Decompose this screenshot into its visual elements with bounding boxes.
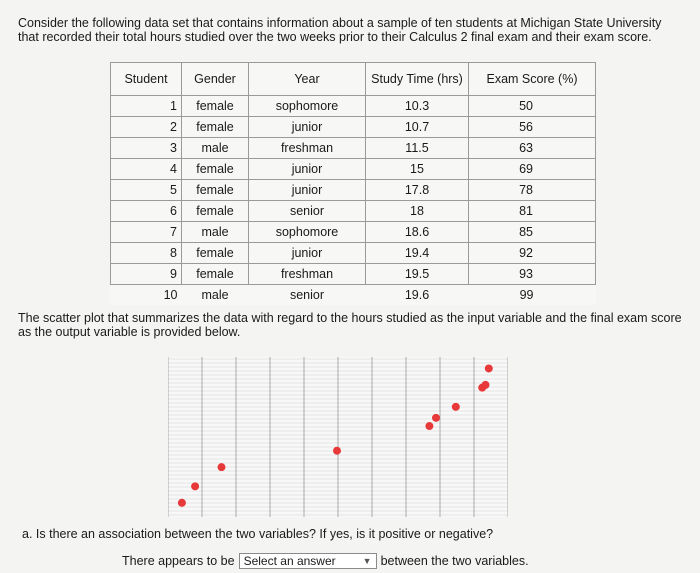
cell-study-time: 10.7 (366, 117, 469, 138)
cell-exam-score: 81 (469, 201, 596, 222)
table-header-row (111, 63, 596, 96)
table-row (111, 96, 596, 117)
cell-study-time: 10.3 (366, 96, 469, 117)
answer-row (122, 553, 529, 569)
cell-exam-score: 56 (469, 117, 596, 138)
cell-year: sophomore (249, 96, 366, 117)
cell-year: senior (249, 201, 366, 222)
table-body (111, 96, 596, 306)
header-student: Student (111, 63, 182, 96)
cell-student: 10 (163, 288, 178, 302)
cell-gender: female (182, 96, 249, 117)
cell-study-time: 18.6 (366, 222, 469, 243)
cell-study-time: 17.8 (366, 180, 469, 201)
cell-study-time: 19.5 (366, 264, 469, 285)
scatter-point (191, 482, 199, 490)
cell-gender: female (182, 117, 249, 138)
scatter-point (452, 403, 460, 411)
cell-exam-score: 93 (469, 264, 596, 285)
association-select[interactable] (239, 553, 377, 569)
scatter-plot (168, 357, 508, 517)
cell-exam-score: 69 (469, 159, 596, 180)
cell-gender: female (182, 180, 249, 201)
chevron-down-icon: ▼ (362, 556, 372, 566)
cell-exam-score: 85 (469, 222, 596, 243)
cell-year: sophomore (249, 222, 366, 243)
cell-exam-score: 78 (469, 180, 596, 201)
cell-student: 1 (111, 96, 182, 117)
table-row (111, 264, 596, 285)
cell-year: junior (249, 117, 366, 138)
table-row (111, 138, 596, 159)
scatter-point (333, 447, 341, 455)
table-row (111, 222, 596, 243)
problem-intro: Consider the following data set that contains information about a sample of ten students at Michigan State University that recorded their total hours studied over the two weeks prior to their Calculus 2 final exam and their exam score. (18, 16, 662, 44)
cell-exam-score: 92 (469, 243, 596, 264)
header-year: Year (249, 63, 366, 96)
cell-gender: male (182, 222, 249, 243)
cell-study-time: 18 (366, 201, 469, 222)
cell-gender: female (182, 201, 249, 222)
cell-student: 7 (111, 222, 182, 243)
cell-year: freshman (249, 138, 366, 159)
table-row (111, 285, 596, 306)
table-row (111, 243, 596, 264)
table-row (111, 180, 596, 201)
scatter-point (482, 381, 490, 389)
scatter-description: The scatter plot that summarizes the data with regard to the hours studied as the input variable and the final exam score as the output variable is provided below. (18, 311, 682, 339)
header-study-time: Study Time (hrs) (366, 63, 469, 96)
cell-study-time: 15 (366, 159, 469, 180)
cell-study-time: 19.6 (404, 288, 430, 302)
answer-prefix: There appears to be (122, 554, 235, 568)
scatter-point (425, 422, 433, 430)
cell-year: junior (249, 180, 366, 201)
header-gender: Gender (182, 63, 249, 96)
scatter-point (485, 364, 493, 372)
table-row (111, 159, 596, 180)
select-placeholder: Select an answer (243, 554, 336, 568)
cell-gender: male (182, 138, 249, 159)
cell-student: 9 (111, 264, 182, 285)
cell-year: junior (249, 243, 366, 264)
answer-suffix: between the two variables. (380, 554, 529, 568)
scatter-point (178, 499, 186, 507)
cell-student: 8 (111, 243, 182, 264)
cell-gender: female (182, 264, 249, 285)
cell-exam-score: 50 (469, 96, 596, 117)
cell-year: freshman (249, 264, 366, 285)
cell-student: 5 (111, 180, 182, 201)
cell-year: senior (289, 288, 325, 302)
cell-study-time: 19.4 (366, 243, 469, 264)
table-row (111, 201, 596, 222)
scatter-point (432, 414, 440, 422)
data-table (110, 62, 596, 305)
cell-student: 2 (111, 117, 182, 138)
cell-student: 3 (111, 138, 182, 159)
cell-exam-score: 99 (519, 288, 534, 302)
cell-year: junior (249, 159, 366, 180)
cell-study-time: 11.5 (366, 138, 469, 159)
cell-exam-score: 63 (469, 138, 596, 159)
question-a: a. Is there an association between the two variables? If yes, is it positive or negative? (22, 527, 494, 541)
header-exam-score: Exam Score (%) (469, 63, 596, 96)
cell-student: 6 (111, 201, 182, 222)
cell-student: 4 (111, 159, 182, 180)
cell-gender: female (182, 159, 249, 180)
cell-gender: female (182, 243, 249, 264)
scatter-point (218, 463, 226, 471)
cell-gender: male (201, 288, 229, 302)
table-row (111, 117, 596, 138)
